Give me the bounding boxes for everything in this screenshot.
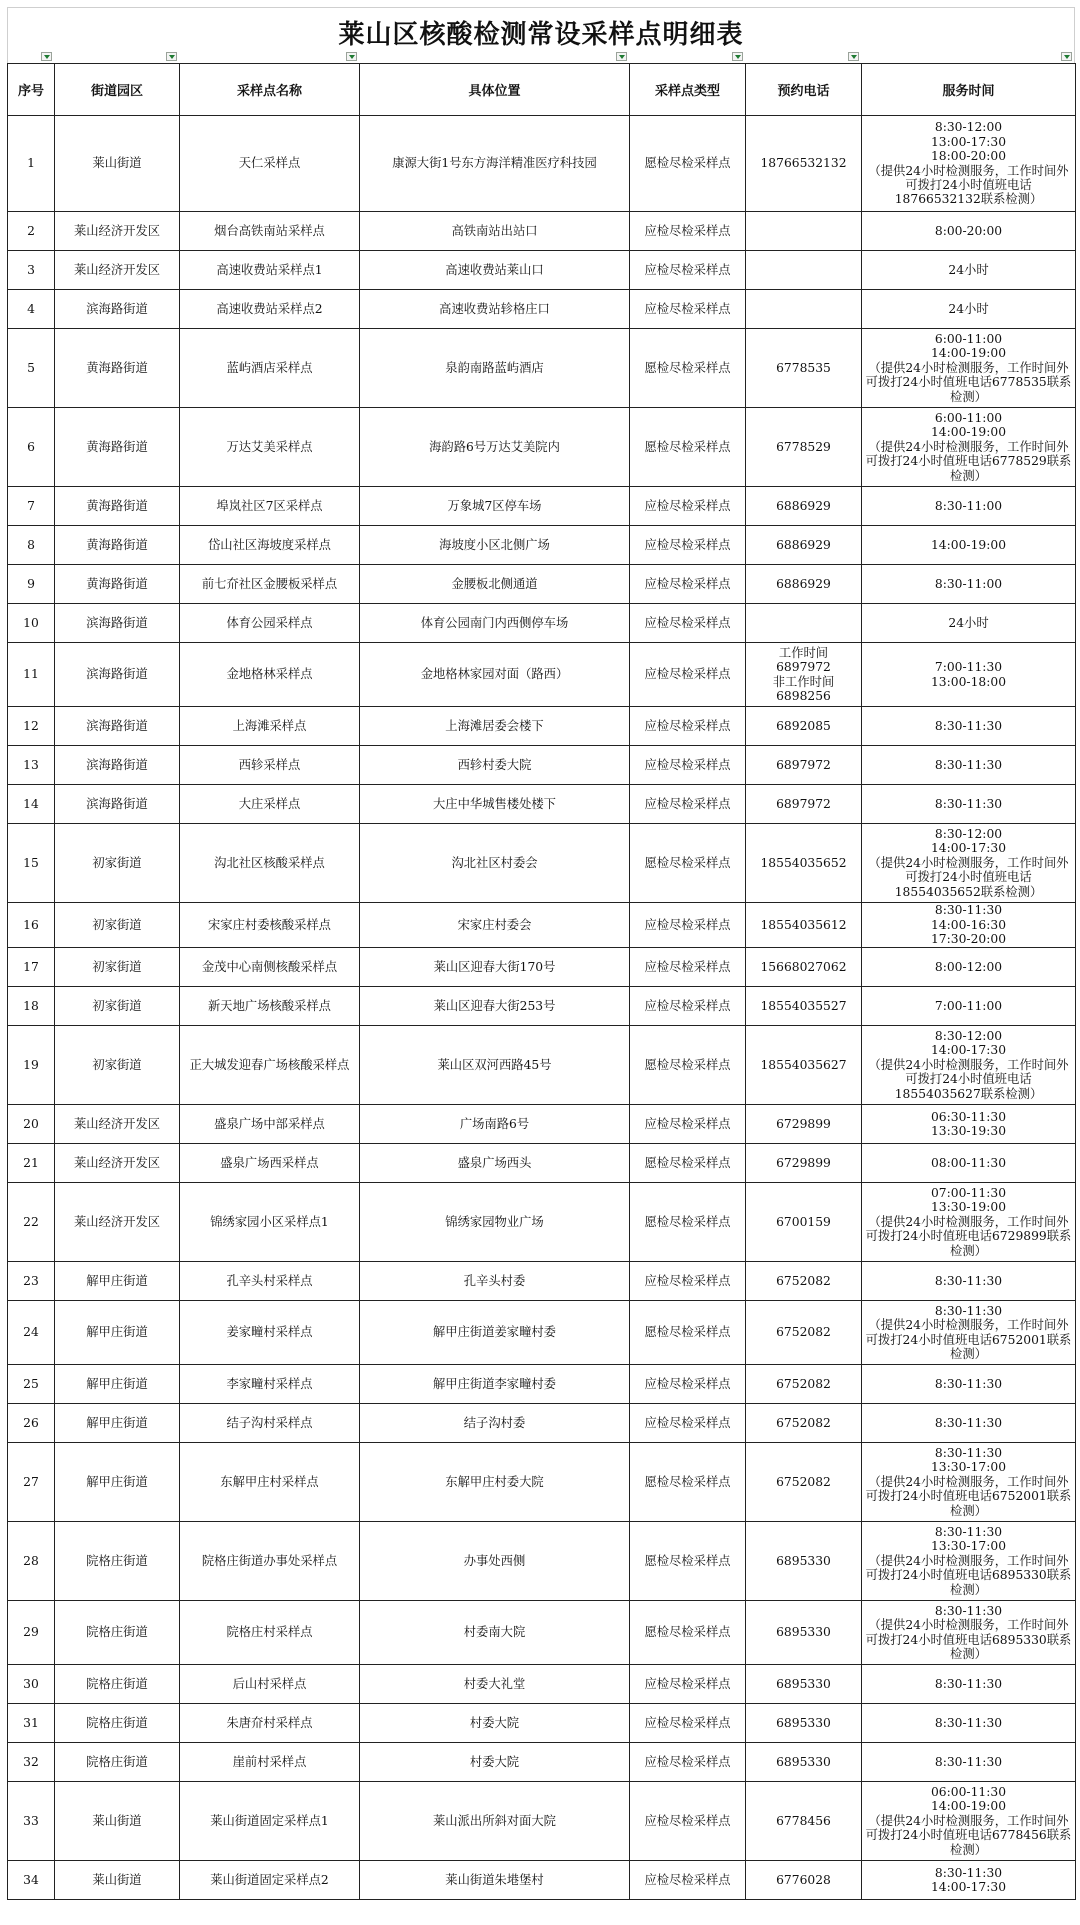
cell-hours: 8:30-11:30 13:30-17:00 （提供24小时检测服务，工作时间外可拨打24小时值班电话6895330联系检测） [862, 1522, 1076, 1601]
cell-point-name: 宋家庄村委核酸采样点 [180, 903, 360, 948]
cell-type: 应检尽检采样点 [630, 604, 746, 643]
header-hours: 服务时间 [862, 64, 1076, 116]
cell-location: 康源大街1号东方海洋精准医疗科技园 [360, 116, 630, 212]
cell-location: 高铁南站出站口 [360, 212, 630, 251]
cell-type: 应检尽检采样点 [630, 1365, 746, 1404]
cell-no: 8 [8, 526, 55, 565]
table-row [8, 487, 1076, 526]
cell-point-name: 高速收费站采样点2 [180, 290, 360, 329]
cell-street: 院格庄街道 [55, 1601, 180, 1665]
cell-no: 22 [8, 1183, 55, 1262]
cell-street: 院格庄街道 [55, 1704, 180, 1743]
cell-hours: 7:00-11:00 [862, 987, 1076, 1026]
cell-point-name: 院格庄街道办事处采样点 [180, 1522, 360, 1601]
title-row [7, 7, 1075, 63]
cell-type: 应检尽检采样点 [630, 1743, 746, 1782]
cell-hours: 8:30-11:30 （提供24小时检测服务，工作时间外可拨打24小时值班电话6895330联系检测） [862, 1601, 1076, 1665]
cell-no: 14 [8, 785, 55, 824]
cell-hours: 8:30-11:30 14:00-17:30 [862, 1861, 1076, 1900]
cell-location: 大庄中华城售楼处楼下 [360, 785, 630, 824]
cell-no: 33 [8, 1782, 55, 1861]
cell-hours: 06:30-11:30 13:30-19:30 [862, 1105, 1076, 1144]
filter-dropdown-icon[interactable] [346, 52, 357, 61]
cell-point-name: 孔辛头村采样点 [180, 1262, 360, 1301]
cell-location: 办事处西侧 [360, 1522, 630, 1601]
cell-point-name: 岱山社区海坡度采样点 [180, 526, 360, 565]
cell-phone: 6886929 [746, 487, 862, 526]
cell-type: 应检尽检采样点 [630, 948, 746, 987]
cell-street: 莱山经济开发区 [55, 1144, 180, 1183]
cell-point-name: 体育公园采样点 [180, 604, 360, 643]
cell-point-name: 姜家疃村采样点 [180, 1301, 360, 1365]
cell-point-name: 埠岚社区7区采样点 [180, 487, 360, 526]
cell-hours: 8:30-11:30 13:30-17:00 （提供24小时检测服务，工作时间外可拨打24小时值班电话6752001联系检测） [862, 1443, 1076, 1522]
cell-location: 上海滩居委会楼下 [360, 707, 630, 746]
cell-street: 莱山街道 [55, 1861, 180, 1900]
cell-phone: 6892085 [746, 707, 862, 746]
cell-no: 1 [8, 116, 55, 212]
cell-street: 黄海路街道 [55, 565, 180, 604]
cell-no: 4 [8, 290, 55, 329]
table-row [8, 116, 1076, 212]
cell-phone: 6729899 [746, 1144, 862, 1183]
cell-no: 19 [8, 1026, 55, 1105]
cell-street: 滨海路街道 [55, 707, 180, 746]
cell-phone: 6895330 [746, 1704, 862, 1743]
table-row [8, 1144, 1076, 1183]
cell-point-name: 蓝屿酒店采样点 [180, 329, 360, 408]
cell-phone [746, 251, 862, 290]
cell-street: 解甲庄街道 [55, 1365, 180, 1404]
cell-phone: 6752082 [746, 1301, 862, 1365]
cell-phone: 6752082 [746, 1262, 862, 1301]
cell-point-name: 正大城发迎春广场核酸采样点 [180, 1026, 360, 1105]
cell-point-name: 莱山街道固定采样点2 [180, 1861, 360, 1900]
cell-street: 莱山经济开发区 [55, 1105, 180, 1144]
cell-phone: 6895330 [746, 1601, 862, 1665]
cell-no: 27 [8, 1443, 55, 1522]
cell-location: 体育公园南门内西侧停车场 [360, 604, 630, 643]
cell-no: 30 [8, 1665, 55, 1704]
cell-phone [746, 290, 862, 329]
cell-hours: 24小时 [862, 251, 1076, 290]
cell-no: 21 [8, 1144, 55, 1183]
cell-point-name: 西轸采样点 [180, 746, 360, 785]
filter-dropdown-icon[interactable] [732, 52, 743, 61]
cell-hours: 8:30-11:00 [862, 487, 1076, 526]
cell-no: 32 [8, 1743, 55, 1782]
cell-no: 31 [8, 1704, 55, 1743]
cell-no: 6 [8, 408, 55, 487]
sampling-points-table [7, 63, 1076, 1900]
cell-type: 愿检尽检采样点 [630, 1144, 746, 1183]
cell-phone: 18554035627 [746, 1026, 862, 1105]
cell-phone: 6778456 [746, 1782, 862, 1861]
cell-hours: 8:30-11:30 [862, 1262, 1076, 1301]
table-row [8, 1105, 1076, 1144]
cell-location: 广场南路6号 [360, 1105, 630, 1144]
filter-dropdown-icon[interactable] [41, 52, 52, 61]
cell-hours: 8:30-12:00 14:00-17:30 （提供24小时检测服务，工作时间外可拨打24小时值班电话18554035627联系检测） [862, 1026, 1076, 1105]
cell-phone: 6776028 [746, 1861, 862, 1900]
cell-street: 解甲庄街道 [55, 1262, 180, 1301]
cell-no: 34 [8, 1861, 55, 1900]
header-location: 具体位置 [360, 64, 630, 116]
table-row [8, 212, 1076, 251]
cell-hours: 07:00-11:30 13:30-19:00 （提供24小时检测服务，工作时间外可拨打24小时值班电话6729899联系检测） [862, 1183, 1076, 1262]
cell-street: 院格庄街道 [55, 1665, 180, 1704]
cell-type: 应检尽检采样点 [630, 1704, 746, 1743]
header-type: 采样点类型 [630, 64, 746, 116]
table-row [8, 1026, 1076, 1105]
cell-phone: 18554035527 [746, 987, 862, 1026]
cell-phone: 6752082 [746, 1365, 862, 1404]
cell-street: 莱山经济开发区 [55, 1183, 180, 1262]
cell-type: 愿检尽检采样点 [630, 1026, 746, 1105]
table-row [8, 1443, 1076, 1522]
cell-type: 愿检尽检采样点 [630, 1601, 746, 1665]
cell-phone: 6752082 [746, 1443, 862, 1522]
cell-location: 海坡度小区北侧广场 [360, 526, 630, 565]
cell-location: 宋家庄村委会 [360, 903, 630, 948]
cell-hours: 24小时 [862, 290, 1076, 329]
cell-type: 愿检尽检采样点 [630, 824, 746, 903]
cell-type: 愿检尽检采样点 [630, 1443, 746, 1522]
cell-location: 莱山派出所斜对面大院 [360, 1782, 630, 1861]
cell-location: 盛泉广场西头 [360, 1144, 630, 1183]
table-row [8, 1704, 1076, 1743]
cell-street: 莱山经济开发区 [55, 212, 180, 251]
cell-type: 应检尽检采样点 [630, 707, 746, 746]
cell-point-name: 金茂中心南侧核酸采样点 [180, 948, 360, 987]
cell-point-name: 烟台高铁南站采样点 [180, 212, 360, 251]
cell-phone: 6752082 [746, 1404, 862, 1443]
cell-type: 应检尽检采样点 [630, 987, 746, 1026]
header-no: 序号 [8, 64, 55, 116]
cell-type: 应检尽检采样点 [630, 526, 746, 565]
cell-hours: 8:30-11:30 [862, 1743, 1076, 1782]
cell-no: 23 [8, 1262, 55, 1301]
cell-street: 滨海路街道 [55, 746, 180, 785]
cell-phone: 6886929 [746, 526, 862, 565]
cell-no: 28 [8, 1522, 55, 1601]
table-row [8, 1665, 1076, 1704]
cell-phone: 6729899 [746, 1105, 862, 1144]
table-row [8, 1404, 1076, 1443]
cell-hours: 8:30-11:30 （提供24小时检测服务，工作时间外可拨打24小时值班电话6752001联系检测） [862, 1301, 1076, 1365]
cell-hours: 8:30-11:30 [862, 1704, 1076, 1743]
table-row [8, 1861, 1076, 1900]
cell-point-name: 高速收费站采样点1 [180, 251, 360, 290]
cell-location: 金腰板北侧通道 [360, 565, 630, 604]
cell-no: 7 [8, 487, 55, 526]
cell-location: 海韵路6号万达艾美院内 [360, 408, 630, 487]
cell-location: 村委大院 [360, 1704, 630, 1743]
cell-street: 黄海路街道 [55, 329, 180, 408]
table-row [8, 903, 1076, 948]
cell-phone: 18766532132 [746, 116, 862, 212]
cell-hours: 08:00-11:30 [862, 1144, 1076, 1183]
cell-no: 16 [8, 903, 55, 948]
cell-phone: 6700159 [746, 1183, 862, 1262]
cell-phone: 6778529 [746, 408, 862, 487]
cell-point-name: 天仁采样点 [180, 116, 360, 212]
cell-street: 解甲庄街道 [55, 1443, 180, 1522]
cell-street: 滨海路街道 [55, 290, 180, 329]
cell-location: 孔辛头村委 [360, 1262, 630, 1301]
cell-location: 金地格林家园对面（路西） [360, 643, 630, 707]
cell-no: 17 [8, 948, 55, 987]
cell-street: 初家街道 [55, 903, 180, 948]
cell-no: 9 [8, 565, 55, 604]
cell-no: 13 [8, 746, 55, 785]
cell-type: 应检尽检采样点 [630, 565, 746, 604]
cell-type: 应检尽检采样点 [630, 251, 746, 290]
cell-location: 村委南大院 [360, 1601, 630, 1665]
table-row [8, 948, 1076, 987]
cell-location: 结子沟村委 [360, 1404, 630, 1443]
header-street: 街道园区 [55, 64, 180, 116]
cell-no: 12 [8, 707, 55, 746]
table-row [8, 987, 1076, 1026]
cell-hours: 7:00-11:30 13:00-18:00 [862, 643, 1076, 707]
cell-street: 滨海路街道 [55, 604, 180, 643]
cell-point-name: 新天地广场核酸采样点 [180, 987, 360, 1026]
table-row [8, 1782, 1076, 1861]
cell-location: 万象城7区停车场 [360, 487, 630, 526]
cell-phone: 6895330 [746, 1522, 862, 1601]
cell-point-name: 崖前村采样点 [180, 1743, 360, 1782]
cell-location: 西轸村委大院 [360, 746, 630, 785]
cell-street: 黄海路街道 [55, 487, 180, 526]
cell-point-name: 锦绣家园小区采样点1 [180, 1183, 360, 1262]
cell-location: 锦绣家园物业广场 [360, 1183, 630, 1262]
cell-type: 愿检尽检采样点 [630, 1522, 746, 1601]
cell-phone: 18554035612 [746, 903, 862, 948]
cell-phone: 18554035652 [746, 824, 862, 903]
cell-street: 解甲庄街道 [55, 1404, 180, 1443]
cell-no: 10 [8, 604, 55, 643]
cell-point-name: 沟北社区核酸采样点 [180, 824, 360, 903]
cell-street: 院格庄街道 [55, 1522, 180, 1601]
cell-point-name: 院格庄村采样点 [180, 1601, 360, 1665]
cell-type: 应检尽检采样点 [630, 643, 746, 707]
cell-no: 18 [8, 987, 55, 1026]
cell-type: 应检尽检采样点 [630, 1861, 746, 1900]
header-phone: 预约电话 [746, 64, 862, 116]
cell-phone [746, 212, 862, 251]
cell-type: 愿检尽检采样点 [630, 116, 746, 212]
table-row [8, 1365, 1076, 1404]
table-row [8, 1183, 1076, 1262]
cell-phone: 6886929 [746, 565, 862, 604]
cell-location: 高速收费站莱山口 [360, 251, 630, 290]
cell-location: 解甲庄街道李家疃村委 [360, 1365, 630, 1404]
cell-no: 2 [8, 212, 55, 251]
cell-street: 初家街道 [55, 824, 180, 903]
table-row [8, 707, 1076, 746]
cell-location: 沟北社区村委会 [360, 824, 630, 903]
table-row [8, 565, 1076, 604]
cell-hours: 8:30-11:30 [862, 746, 1076, 785]
table-header-row [8, 64, 1076, 116]
cell-phone: 6895330 [746, 1665, 862, 1704]
cell-hours: 8:00-12:00 [862, 948, 1076, 987]
cell-no: 20 [8, 1105, 55, 1144]
cell-hours: 8:30-12:00 14:00-17:30 （提供24小时检测服务，工作时间外可拨打24小时值班电话18554035652联系检测） [862, 824, 1076, 903]
cell-no: 24 [8, 1301, 55, 1365]
cell-location: 村委大院 [360, 1743, 630, 1782]
cell-hours: 8:30-11:30 [862, 785, 1076, 824]
cell-point-name: 后山村采样点 [180, 1665, 360, 1704]
cell-street: 黄海路街道 [55, 408, 180, 487]
cell-no: 29 [8, 1601, 55, 1665]
cell-hours: 8:30-11:30 14:00-16:30 17:30-20:00 [862, 903, 1076, 948]
cell-location: 解甲庄街道姜家疃村委 [360, 1301, 630, 1365]
cell-point-name: 上海滩采样点 [180, 707, 360, 746]
table-row [8, 526, 1076, 565]
cell-hours: 14:00-19:00 [862, 526, 1076, 565]
cell-type: 应检尽检采样点 [630, 290, 746, 329]
cell-hours: 06:00-11:30 14:00-19:00 （提供24小时检测服务，工作时间外可拨打24小时值班电话6778456联系检测） [862, 1782, 1076, 1861]
cell-hours: 6:00-11:00 14:00-19:00 （提供24小时检测服务，工作时间外可拨打24小时值班电话6778529联系检测） [862, 408, 1076, 487]
filter-dropdown-icon[interactable] [166, 52, 177, 61]
table-row [8, 1522, 1076, 1601]
cell-type: 应检尽检采样点 [630, 903, 746, 948]
cell-location: 高速收费站轸格庄口 [360, 290, 630, 329]
cell-phone: 6895330 [746, 1743, 862, 1782]
cell-type: 应检尽检采样点 [630, 1404, 746, 1443]
table-row [8, 643, 1076, 707]
cell-hours: 8:30-12:00 13:00-17:30 18:00-20:00 （提供24小时检测服务，工作时间外可拨打24小时值班电话18766532132联系检测） [862, 116, 1076, 212]
table-row [8, 329, 1076, 408]
cell-street: 解甲庄街道 [55, 1301, 180, 1365]
cell-type: 应检尽检采样点 [630, 1262, 746, 1301]
table-row [8, 746, 1076, 785]
cell-street: 初家街道 [55, 987, 180, 1026]
header-point-name: 采样点名称 [180, 64, 360, 116]
cell-type: 应检尽检采样点 [630, 487, 746, 526]
cell-no: 25 [8, 1365, 55, 1404]
cell-point-name: 盛泉广场中部采样点 [180, 1105, 360, 1144]
cell-location: 泉韵南路蓝屿酒店 [360, 329, 630, 408]
table-row [8, 1262, 1076, 1301]
cell-street: 初家街道 [55, 948, 180, 987]
cell-point-name: 李家疃村采样点 [180, 1365, 360, 1404]
cell-hours: 24小时 [862, 604, 1076, 643]
cell-hours: 8:30-11:00 [862, 565, 1076, 604]
cell-type: 愿检尽检采样点 [630, 1183, 746, 1262]
sheet-title: 莱山区核酸检测常设采样点明细表 [338, 20, 744, 50]
cell-phone: 6897972 [746, 785, 862, 824]
cell-street: 院格庄街道 [55, 1743, 180, 1782]
cell-type: 应检尽检采样点 [630, 212, 746, 251]
table-row [8, 1301, 1076, 1365]
cell-type: 愿检尽检采样点 [630, 408, 746, 487]
cell-point-name: 盛泉广场西采样点 [180, 1144, 360, 1183]
cell-point-name: 大庄采样点 [180, 785, 360, 824]
cell-hours: 8:30-11:30 [862, 1665, 1076, 1704]
cell-phone [746, 604, 862, 643]
cell-point-name: 前七夼社区金腰板采样点 [180, 565, 360, 604]
cell-no: 5 [8, 329, 55, 408]
cell-street: 滨海路街道 [55, 643, 180, 707]
cell-no: 15 [8, 824, 55, 903]
table-row [8, 408, 1076, 487]
cell-phone: 6897972 [746, 746, 862, 785]
filter-dropdown-icon[interactable] [616, 52, 627, 61]
cell-street: 莱山经济开发区 [55, 251, 180, 290]
table-row [8, 1743, 1076, 1782]
cell-phone: 6778535 [746, 329, 862, 408]
cell-street: 莱山街道 [55, 116, 180, 212]
cell-location: 莱山街道朱塂堡村 [360, 1861, 630, 1900]
table-row [8, 824, 1076, 903]
cell-point-name: 结子沟村采样点 [180, 1404, 360, 1443]
cell-hours: 6:00-11:00 14:00-19:00 （提供24小时检测服务，工作时间外可拨打24小时值班电话6778535联系检测） [862, 329, 1076, 408]
cell-location: 村委大礼堂 [360, 1665, 630, 1704]
table-row [8, 1601, 1076, 1665]
cell-location: 东解甲庄村委大院 [360, 1443, 630, 1522]
filter-dropdown-icon[interactable] [848, 52, 859, 61]
cell-hours: 8:30-11:30 [862, 707, 1076, 746]
cell-hours: 8:30-11:30 [862, 1365, 1076, 1404]
table-row [8, 251, 1076, 290]
cell-phone: 15668027062 [746, 948, 862, 987]
cell-hours: 8:30-11:30 [862, 1404, 1076, 1443]
cell-type: 应检尽检采样点 [630, 746, 746, 785]
cell-type: 应检尽检采样点 [630, 1105, 746, 1144]
cell-point-name: 莱山街道固定采样点1 [180, 1782, 360, 1861]
cell-type: 愿检尽检采样点 [630, 329, 746, 408]
cell-type: 应检尽检采样点 [630, 1782, 746, 1861]
cell-street: 初家街道 [55, 1026, 180, 1105]
cell-street: 滨海路街道 [55, 785, 180, 824]
cell-no: 3 [8, 251, 55, 290]
cell-type: 愿检尽检采样点 [630, 1301, 746, 1365]
cell-point-name: 东解甲庄村采样点 [180, 1443, 360, 1522]
cell-point-name: 金地格林采样点 [180, 643, 360, 707]
cell-location: 莱山区迎春大街170号 [360, 948, 630, 987]
cell-no: 11 [8, 643, 55, 707]
cell-street: 黄海路街道 [55, 526, 180, 565]
cell-hours: 8:00-20:00 [862, 212, 1076, 251]
spreadsheet [7, 7, 1075, 1900]
cell-location: 莱山区迎春大街253号 [360, 987, 630, 1026]
table-row [8, 290, 1076, 329]
cell-point-name: 朱唐夼村采样点 [180, 1704, 360, 1743]
cell-point-name: 万达艾美采样点 [180, 408, 360, 487]
table-row [8, 785, 1076, 824]
filter-dropdown-icon[interactable] [1061, 52, 1072, 61]
cell-location: 莱山区双河西路45号 [360, 1026, 630, 1105]
cell-type: 应检尽检采样点 [630, 785, 746, 824]
table-row [8, 604, 1076, 643]
cell-no: 26 [8, 1404, 55, 1443]
cell-phone: 工作时间 6897972 非工作时间 6898256 [746, 643, 862, 707]
cell-street: 莱山街道 [55, 1782, 180, 1861]
cell-type: 应检尽检采样点 [630, 1665, 746, 1704]
